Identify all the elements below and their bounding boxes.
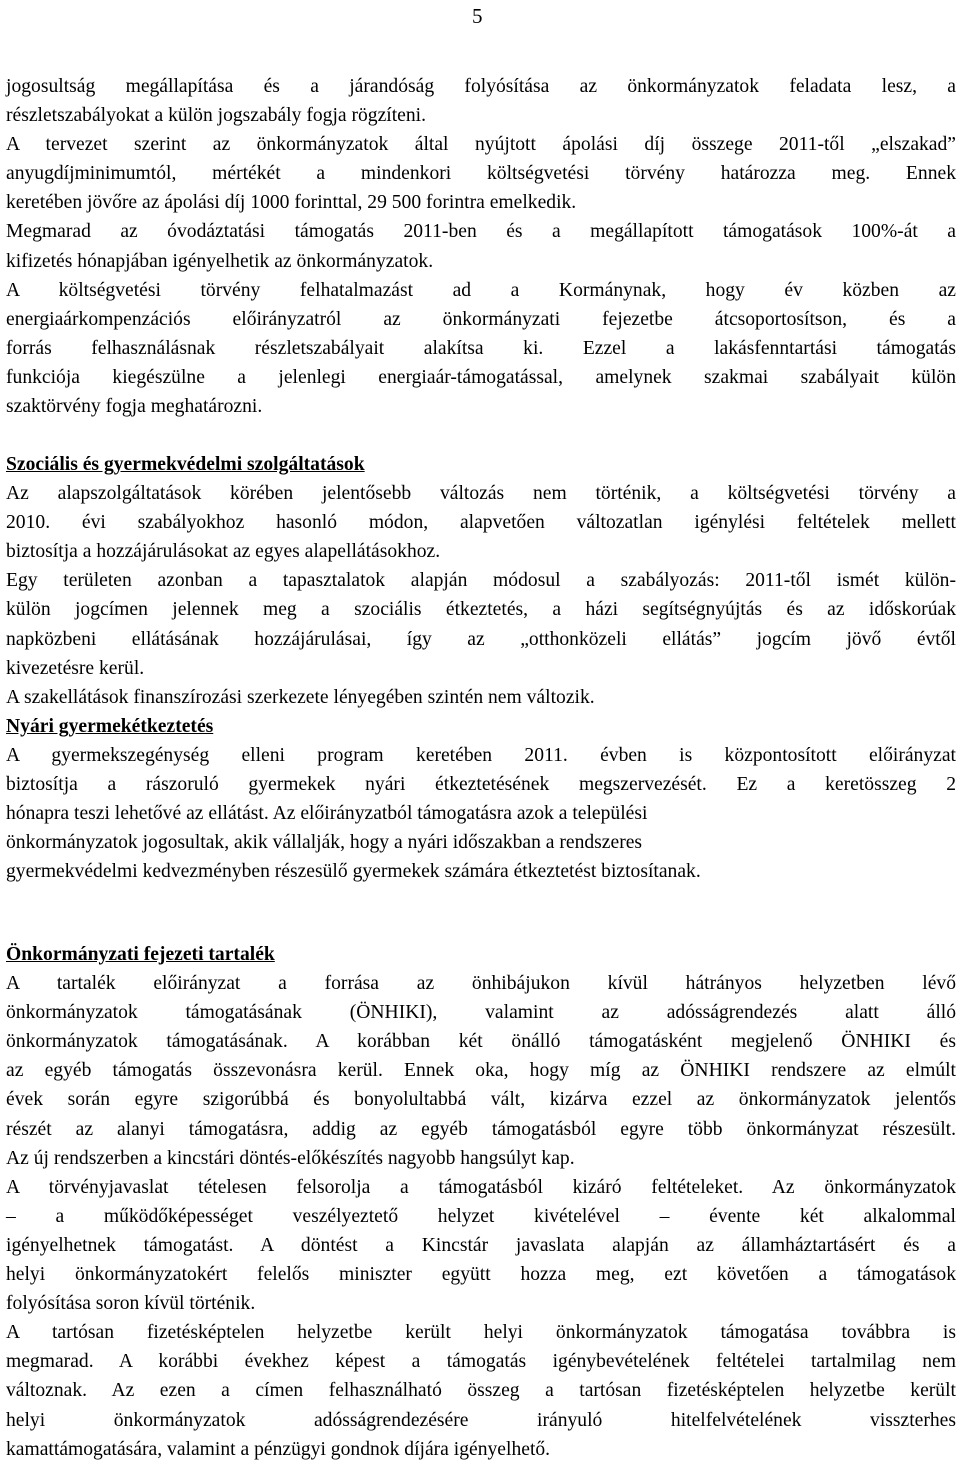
text-line: Megmarad az óvodáztatási támogatás 2011-ben és a megállapított támogatások 100%-át a xyxy=(6,221,956,243)
text-line: kifizetés hónapjában igényelhetik az önkormányzatok. xyxy=(6,250,434,272)
text-line: igényelhetnek támogatást. A döntést a Kincstár javaslata alapján az államháztartásért és a xyxy=(6,1234,956,1256)
text-line: keretében jövőre az ápolási díj 1000 forinttal, 29 500 forintra emelkedik. xyxy=(6,192,577,214)
text-line: A gyermekszegénység elleni program keretében 2011. évben is központosított előirányzat xyxy=(6,744,956,766)
text-line: A szakellátások finanszírozási szerkezete lényegében szintén nem változik. xyxy=(6,686,595,708)
text-line: kivezetésre kerül. xyxy=(6,657,145,679)
text-line: önkormányzatok támogatásának (ÖNHIKI), valamint az adósságrendezés alatt álló xyxy=(6,1002,956,1024)
text-line: gyermekvédelmi kedvezményben részesülő gyermekek számára étkeztetést biztosítanak. xyxy=(6,861,701,883)
page-number: 5 xyxy=(472,4,483,28)
text-line: 2010. évi szabályokhoz hasonló módon, alapvetően változatlan igénylési feltételek mellett xyxy=(6,512,956,534)
text-line: megmarad. A korábbi évekhez képest a támogatás igénybevételének feltételei tartalmilag nem xyxy=(6,1351,956,1373)
text-line: funkciója kiegészülne a jelenlegi energiaár-támogatással, amelynek szakmai szabályait külön xyxy=(6,366,956,388)
text-line: – a működőképességet veszélyeztető helyzet kivételével – évente két alkalommal xyxy=(6,1205,956,1227)
text-line: önkormányzatok támogatásának. A korábban két önálló támogatásként megjelenő ÖNHIKI és xyxy=(6,1031,956,1053)
text-line: Az új rendszerben a kincstári döntés-előkészítés nagyobb hangsúlyt kap. xyxy=(6,1147,575,1169)
text-line: forrás felhasználásnak részletszabályait alakítsa ki. Ezzel a lakásfenntartási támogatás xyxy=(6,337,956,359)
text-line: biztosítja a hozzájárulásokat az egyes alapellátásokhoz. xyxy=(6,541,441,563)
text-line: A költségvetési törvény felhatalmazást ad a Kormánynak, hogy év közben az xyxy=(6,279,956,301)
text-line: az egyéb támogatás összevonásra kerül. Ennek oka, hogy míg az ÖNHIKI rendszere az elmúlt xyxy=(6,1060,956,1082)
section-heading: Önkormányzati fejezeti tartalék xyxy=(6,944,275,965)
text-line: Egy területen azonban a tapasztalatok alapján módosul a szabályozás: 2011-től ismét külön- xyxy=(6,570,956,592)
text-line: A tartósan fizetésképtelen helyzetbe került helyi önkormányzatok támogatása továbbra is xyxy=(6,1322,956,1344)
text-line: folyósítása soron kívül történik. xyxy=(6,1293,256,1315)
text-line: anyugdíjminimumtól, mértékét a mindenkori költségvetési törvény határozza meg. Ennek xyxy=(6,163,956,185)
text-line: napközbeni ellátásának hozzájárulásai, így az „otthonközeli ellátás” jogcím jövő évtől xyxy=(6,628,956,650)
text-line: hónapra teszi lehetővé az ellátást. Az előirányzatból támogatásra azok a települési xyxy=(6,803,648,825)
text-line: szaktörvény fogja meghatározni. xyxy=(6,396,263,418)
section-heading: Szociális és gyermekvédelmi szolgáltatások xyxy=(6,454,365,475)
text-line: kamattámogatására, valamint a pénzügyi gondnok díjára igényelhető. xyxy=(6,1438,551,1460)
text-line: évek során egyre szigorúbbá és bonyolultabbá vált, kizárva ezzel az önkormányzatok jelentős xyxy=(6,1089,956,1111)
text-line: helyi önkormányzatok adósságrendezésére irányuló hitelfelvételének visszterhes xyxy=(6,1409,956,1431)
intro-section xyxy=(6,72,956,421)
text-line: jogosultság megállapítása és a járandóság folyósítása az önkormányzatok feladata lesz, a xyxy=(6,76,956,97)
subsection-heading: Nyári gyermekétkeztetés xyxy=(6,715,214,737)
text-line: külön jogcímen jelennek meg a szociális étkeztetés, a házi segítségnyújtás és az időskorúak xyxy=(6,599,956,621)
text-line: változnak. Az ezen a címen felhasználható összeg a tartósan fizetésképtelen helyzetbe került xyxy=(6,1380,956,1402)
text-line: energiaárkompenzációs előirányzatról az önkormányzati fejezetbe átcsoportosítson, és a xyxy=(6,308,956,330)
text-line: A törvényjavaslat tételesen felsorolja a támogatásból kizáró feltételeket. Az önkormányzatok xyxy=(6,1176,956,1198)
text-line: biztosítja a rászoruló gyermekek nyári étkeztetésének megszervezését. Ez a keretösszeg 2 xyxy=(6,774,956,796)
social-services-section xyxy=(6,450,956,886)
text-line: részét az alanyi támogatásra, addig az egyéb támogatásból egyre több önkormányzat részesült. xyxy=(6,1118,956,1140)
text-line: A tervezet szerint az önkormányzatok által nyújtott ápolási díj összege 2011-től „elszakad” xyxy=(6,134,956,156)
text-line: részletszabályokat a külön jogszabály fogja rögzíteni. xyxy=(6,105,427,127)
text-line: önkormányzatok jogosultak, akik vállalják, hogy a nyári időszakban a rendszeres xyxy=(6,832,643,854)
text-line: Az alapszolgáltatások körében jelentősebb változás nem történik, a költségvetési törvény a xyxy=(6,483,956,505)
reserve-section xyxy=(6,940,956,1464)
text-line: A tartalék előirányzat a forrása az önhibájukon kívül hátrányos helyzetben lévő xyxy=(6,973,956,995)
text-line: helyi önkormányzatokért felelős miniszter együtt hozza meg, ezt követően a támogatások xyxy=(6,1264,956,1286)
